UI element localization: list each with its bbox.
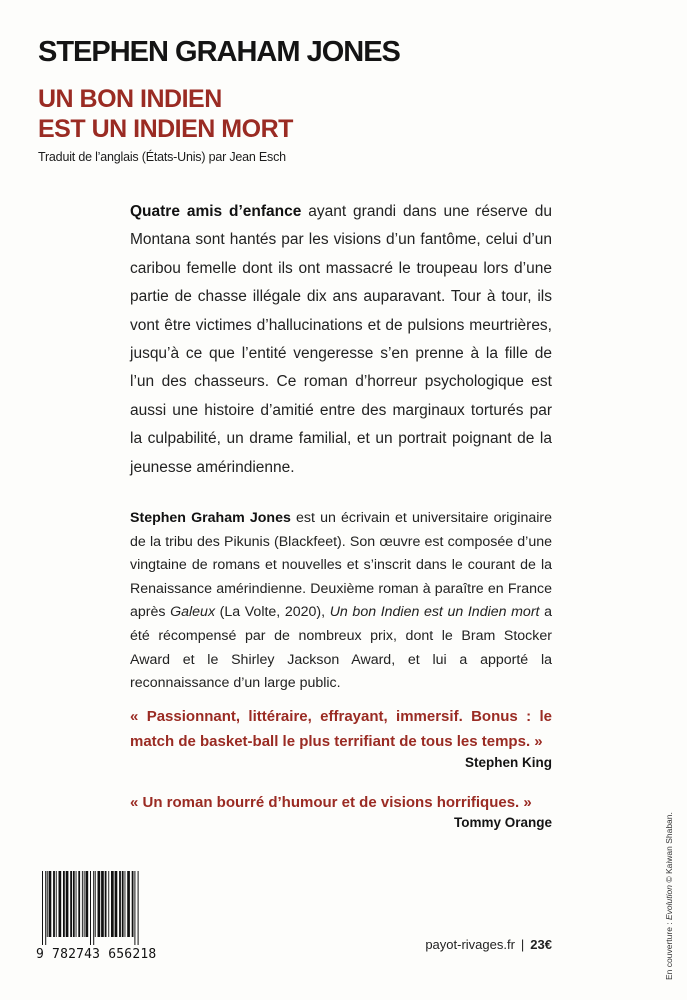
barcode-bar (111, 871, 114, 937)
barcode-bar (59, 871, 62, 937)
barcode-bar (63, 871, 65, 937)
barcode-bar (95, 871, 96, 937)
barcode-guard-bar (90, 871, 91, 945)
translator-credit: Traduit de l’anglais (États-Unis) par Jean Esch (38, 150, 286, 164)
quote-2-author: Tommy Orange (453, 815, 552, 830)
footer-separator: | (520, 937, 525, 952)
barcode-bar (119, 871, 121, 937)
barcode-bar (76, 871, 77, 937)
barcode-bar (127, 871, 130, 937)
quote-2: « Un roman bourré d’humour et de visions horrifiques. » (130, 794, 532, 811)
quote-1: « Passionnant, littéraire, effrayant, immersif. Bonus : le match de basket-ball le plus terrifiant de tous les temps. » (130, 708, 552, 750)
barcode-bar (98, 871, 101, 937)
credit-owner: © Kaiwan Shaban. (664, 812, 674, 886)
barcode-bar (105, 871, 107, 937)
synopsis-paragraph (130, 198, 552, 482)
isbn-number: 9 782743 656218 (36, 947, 157, 962)
barcode-bar (49, 871, 52, 937)
barcode-bar (56, 871, 57, 937)
credit-prefix: En couverture : (664, 919, 674, 980)
barcode-bars (38, 871, 166, 945)
bio-text-2: (La Volte, 2020), (215, 604, 330, 621)
barcode-guard-bar (93, 871, 94, 945)
bio-text-1: est un écrivain et universitaire originaire de la tribu des Pikunis (Blackfeet). Son œuvre est composée d’une vingtaine de romans et nouvelles et s’inscrit dans le courant de la Renaissance amérindienne. Deuxième roman à paraître en France après (130, 510, 552, 621)
barcode-bar (66, 871, 69, 937)
bio-title-book: Un bon Indien est un Indien mort (329, 604, 540, 621)
bio-title-galeux: Galeux (170, 604, 216, 621)
price: 23€ (530, 937, 552, 952)
barcode-guard-bar (134, 871, 135, 945)
synopsis-text: ayant grandi dans une réserve du Montana sont hantés par les visions d’un fantôme, celui d’un caribou femelle dont ils ont massacré le troupeau lors d’une partie de chasse illégale dix ans auparavant. Tour à tour, ils vont être victimes d’hallucinations et de pulsions meurtrières, jusqu’à ce que l’entité vengeresse s’en prenne à la fille de l’un des chasseurs. Ce roman d’horreur psychologique est aussi une histoire d’amitié entre des marginaux torturés par la culpabilité, un drame familial, et un portrait poignant de la jeunesse amérindienne. (130, 203, 552, 476)
footer (425, 937, 552, 952)
barcode-bar (70, 871, 72, 937)
barcode-guard-bar (42, 871, 43, 945)
barcode-guard-bar (45, 871, 46, 945)
barcode-guard-bar (138, 871, 139, 945)
credit-work-title: Evolution (664, 885, 674, 920)
book-title (38, 84, 293, 144)
barcode-bar (73, 871, 75, 937)
title-line-1: UN BON INDIEN (38, 85, 222, 113)
barcode (38, 871, 166, 953)
barcode-bar (86, 871, 89, 937)
publisher-website: payot-rivages.fr (425, 937, 515, 952)
barcode-bar (82, 871, 83, 937)
barcode-bar (132, 871, 134, 937)
barcode-bar (122, 871, 124, 937)
barcode-bar (47, 871, 48, 937)
barcode-bar (108, 871, 109, 937)
barcode-bar (53, 871, 55, 937)
synopsis-lead: Quatre amis d’enfance (130, 203, 302, 220)
title-line-2: EST UN INDIEN MORT (38, 115, 293, 143)
barcode-bar (101, 871, 104, 937)
barcode-bar (84, 871, 85, 937)
quote-1-author: Stephen King (465, 755, 552, 770)
author-bio-paragraph (130, 507, 552, 696)
cover-art-credit (664, 812, 678, 980)
author-name: STEPHEN GRAHAM JONES (38, 36, 400, 68)
bio-text-3: a été récompensé par de nombreux prix, dont le Bram Stocker Award et le Shirley Jackson Award, et lui a apporté la reconnaissance d’un large public. (130, 604, 552, 692)
barcode-bar (125, 871, 126, 937)
bio-lead: Stephen Graham Jones (130, 510, 291, 526)
barcode-bar (115, 871, 118, 937)
barcode-bar (78, 871, 80, 937)
